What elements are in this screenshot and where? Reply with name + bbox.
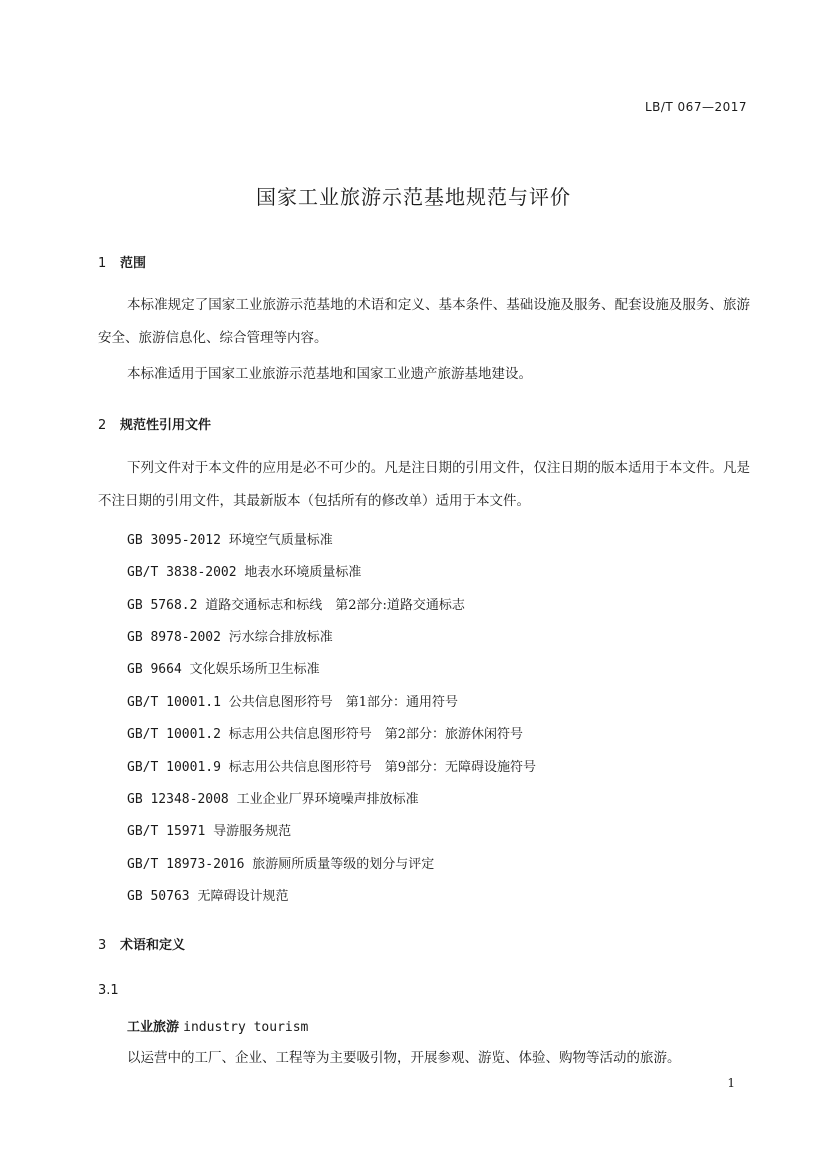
reference-item: [127, 788, 419, 807]
section-title: 范围: [120, 256, 147, 271]
reference-title: 工业企业厂界环境噪声排放标准: [236, 792, 419, 807]
section-number: 2: [98, 418, 107, 433]
reference-code: GB/T 10001.2: [127, 727, 221, 742]
reference-code: GB/T 15971: [127, 824, 206, 839]
reference-title: 标志用公共信息图形符号 第2部分：旅游休闲符号: [228, 727, 524, 742]
reference-item: [127, 529, 333, 548]
reference-code: GB/T 10001.9: [127, 760, 221, 775]
reference-code: GB 12348-2008: [127, 792, 229, 807]
section-heading-scope: [98, 252, 146, 271]
term-entry: [127, 1016, 308, 1035]
reference-title: 导游服务规范: [213, 824, 292, 839]
reference-code: GB/T 18973-2016: [127, 857, 245, 872]
term-english: industry tourism: [183, 1020, 309, 1035]
reference-code: GB 50763: [127, 889, 190, 904]
reference-code: GB 3095-2012: [127, 533, 221, 548]
reference-title: 文化娱乐场所卫生标准: [189, 662, 320, 677]
scope-paragraph-1: 本标准规定了国家工业旅游示范基地的术语和定义、基本条件、基础设施及服务、配套设施及服务、旅游安全、旅游信息化、综合管理等内容。: [98, 297, 750, 346]
reference-item: [127, 885, 288, 904]
reference-item: [127, 691, 458, 710]
term-definition: 以运营中的工厂、企业、工程等为主要吸引物，开展参观、游览、体验、购物等活动的旅游。: [127, 1050, 681, 1066]
section-heading-normative-references: [98, 414, 211, 433]
reference-title: 地表水环境质量标准: [244, 565, 362, 580]
reference-item: [127, 626, 333, 645]
reference-item: [127, 723, 523, 742]
clause-number: 3.1: [98, 983, 119, 998]
term-chinese: 工业旅游: [127, 1020, 180, 1035]
section-title: 术语和定义: [120, 938, 186, 953]
reference-title: 标志用公共信息图形符号 第9部分：无障碍设施符号: [228, 760, 537, 775]
standard-code: LB/T 067—2017: [644, 100, 747, 114]
section-number: 3: [98, 938, 107, 953]
section-title: 规范性引用文件: [120, 418, 212, 433]
reference-item: [127, 820, 291, 839]
reference-item: [127, 853, 434, 872]
reference-code: GB 8978-2002: [127, 630, 221, 645]
reference-title: 环境空气质量标准: [228, 533, 333, 548]
reference-item: [127, 658, 320, 677]
page-number: 1: [727, 1076, 735, 1090]
reference-title: 道路交通标志和标线 第2部分:道路交通标志: [205, 598, 465, 613]
reference-item: [127, 594, 465, 613]
section-heading-terms-and-definitions: [98, 934, 185, 953]
reference-item: [127, 561, 361, 580]
document-title: 国家工业旅游示范基地规范与评价: [256, 185, 571, 209]
scope-paragraph-2: 本标准适用于国家工业旅游示范基地和国家工业遗产旅游基地建设。: [127, 366, 532, 382]
reference-code: GB/T 3838-2002: [127, 565, 237, 580]
reference-code: GB/T 10001.1: [127, 695, 221, 710]
references-intro-paragraph: 下列文件对于本文件的应用是必不可少的。凡是注日期的引用文件，仅注日期的版本适用于本文件。凡是不注日期的引用文件，其最新版本（包括所有的修改单）适用于本文件。: [98, 460, 750, 509]
reference-title: 无障碍设计规范: [197, 889, 289, 904]
reference-title: 公共信息图形符号 第1部分：通用符号: [228, 695, 459, 710]
reference-title: 旅游厕所质量等级的划分与评定: [252, 857, 435, 872]
reference-code: GB 5768.2: [127, 598, 198, 613]
reference-code: GB 9664: [127, 662, 182, 677]
reference-title: 污水综合排放标准: [228, 630, 333, 645]
section-number: 1: [98, 256, 107, 271]
reference-item: [127, 756, 536, 775]
